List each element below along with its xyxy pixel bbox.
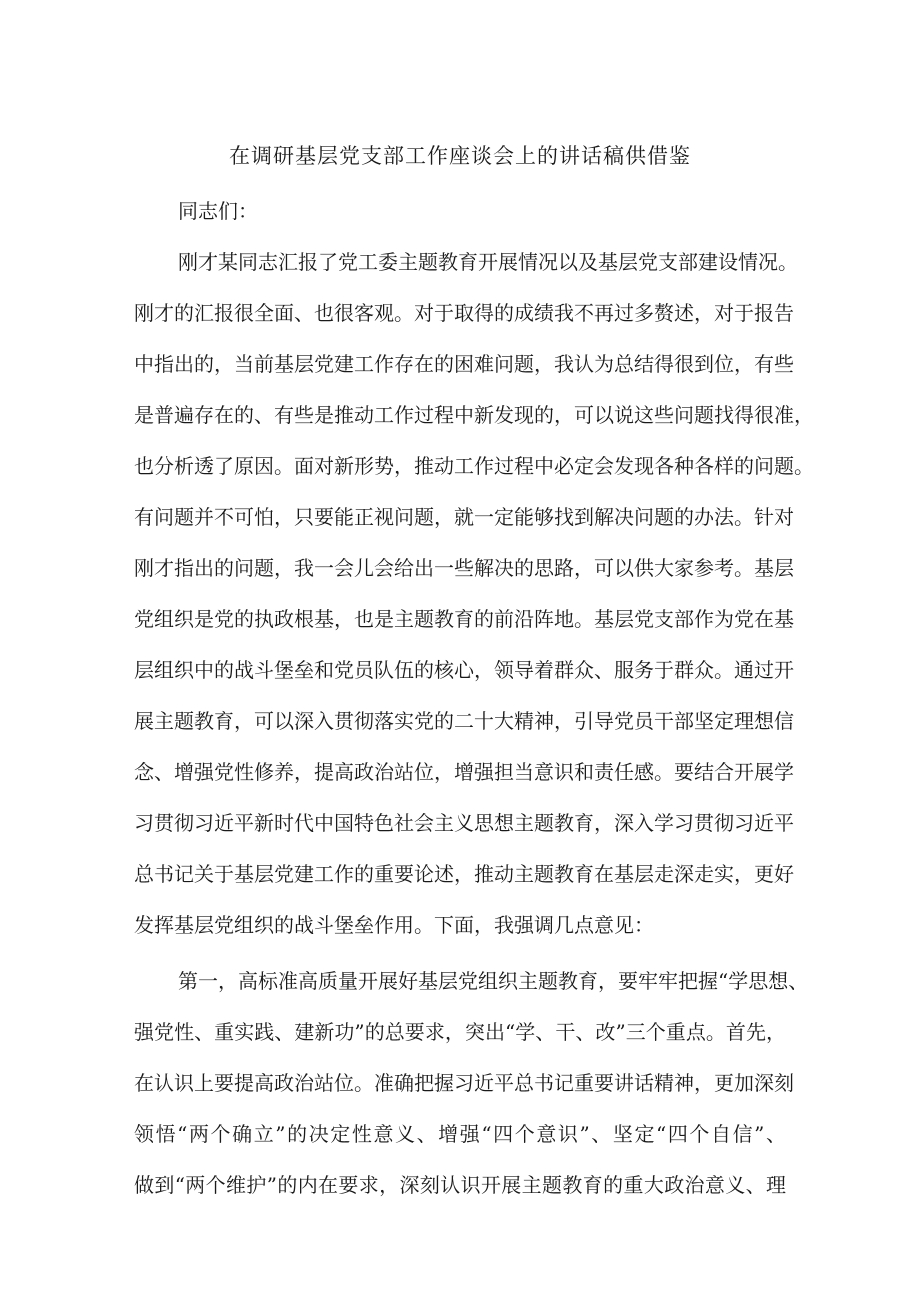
paragraph-1-line: 刚才的汇报很全面、也很客观。对于取得的成绩我不再过多赘述，对于报告 [134, 301, 794, 325]
paragraph-1-line: 中指出的，当前基层党建工作存在的困难问题，我认为总结得很到位，有些 [134, 352, 794, 376]
paragraph-1-line: 念、增强党性修养，提高政治站位，增强担当意识和责任感。要结合开展学 [134, 760, 794, 784]
paragraph-1-line: 展主题教育，可以深入贯彻落实党的二十大精神，引导党员干部坚定理想信 [134, 709, 794, 733]
paragraph-2-line: 第一，高标准高质量开展好基层党组织主题教育，要牢牢把握“学思想、 [178, 969, 809, 993]
paragraph-1-line: 总书记关于基层党建工作的重要论述，推动主题教育在基层走深走实，更好 [134, 862, 794, 886]
paragraph-1-line: 层组织中的战斗堡垒和党员队伍的核心，领导着群众、服务于群众。通过开 [134, 658, 794, 682]
paragraph-2-line: 强党性、重实践、建新功”的总要求，突出“学、干、改”三个重点。首先， [134, 1020, 786, 1044]
paragraph-1-line: 是普遍存在的、有些是推动工作过程中新发现的，可以说这些问题找得很准， [134, 403, 814, 427]
paragraph-1-line: 刚才指出的问题，我一会儿会给出一些解决的思路，可以供大家参考。基层 [134, 556, 794, 580]
paragraph-1-line: 有问题并不可怕，只要能正视问题，就一定能够找到解决问题的办法。针对 [134, 505, 794, 529]
paragraph-2-line: 在认识上要提高政治站位。准确把握习近平总书记重要讲话精神，更加深刻 [134, 1071, 794, 1095]
paragraph-1-line: 党组织是党的执政根基，也是主题教育的前沿阵地。基层党支部作为党在基 [134, 607, 794, 631]
paragraph-1-line: 发挥基层党组织的战斗堡垒作用。下面，我强调几点意见： [134, 913, 654, 937]
paragraph-2-line: 领悟“两个确立”的决定性意义、增强“四个意识”、坚定“四个自信”、 [134, 1122, 786, 1146]
paragraph-2-line: 做到“两个维护”的内在要求，深刻认识开展主题教育的重大政治意义、理 [134, 1173, 786, 1197]
paragraph-1-line: 习贯彻习近平新时代中国特色社会主义思想主题教育，深入学习贯彻习近平 [134, 811, 794, 835]
paragraph-1-line: 刚才某同志汇报了党工委主题教育开展情况以及基层党支部建设情况。 [178, 250, 798, 274]
document-title: 在调研基层党支部工作座谈会上的讲话稿供借鉴 [229, 144, 691, 168]
salutation: 同志们： [178, 199, 258, 223]
paragraph-1-line: 也分析透了原因。面对新形势，推动工作过程中必定会发现各种各样的问题。 [134, 454, 814, 478]
